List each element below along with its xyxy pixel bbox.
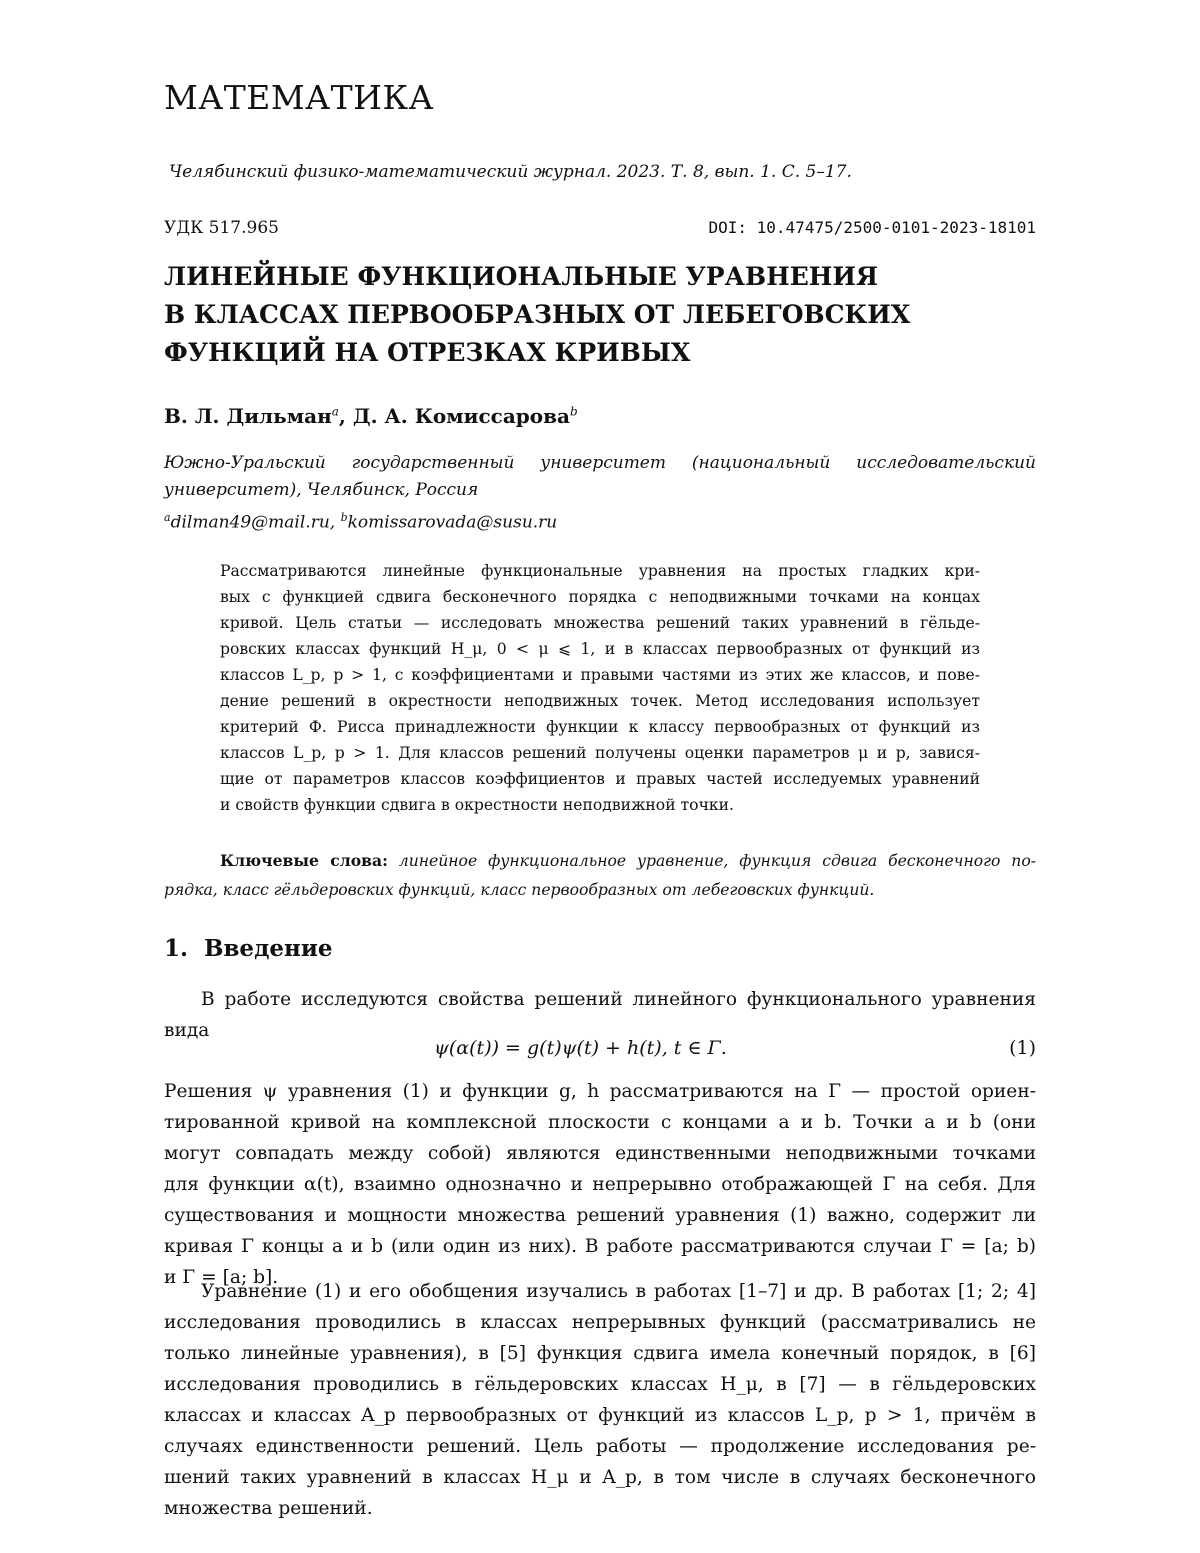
paragraph-line: кривая Γ концы a и b (или один из них). В работе рассматриваются случаи Γ = [a; b) (164, 1236, 1036, 1257)
author-name: В. Л. Дильман (164, 404, 332, 428)
keywords-line (164, 846, 1036, 876)
keywords-label: Ключевые слова: (220, 851, 388, 870)
affiliation (164, 450, 1036, 537)
udk-code: УДК 517.965 (164, 218, 279, 238)
paragraph (164, 1276, 1036, 1524)
email-link[interactable]: dilman49@mail.ru (170, 512, 330, 533)
abstract-line: критерий Ф. Рисса принадлежности функции к классу первообразных от функций из (220, 718, 980, 736)
email-mark: a (164, 511, 171, 524)
keywords-line: рядка, класс гёльдеровских функций, класс первообразных от лебеговских функций. (164, 881, 875, 899)
title-line: ФУНКЦИЙ НА ОТРЕЗКАХ КРИВЫХ (164, 338, 691, 367)
paragraph (164, 1076, 1036, 1293)
paragraph-line: только линейные уравнения), в [5] функция сдвига имела конечный порядок, в [6] (164, 1343, 1036, 1364)
equation-number: (1) (1009, 1037, 1036, 1059)
paragraph-line: для функции α(t), взаимно однозначно и непрерывно отображающей Γ на себя. Для (164, 1174, 1036, 1195)
abstract-line: дение решений в окрестности неподвижных точек. Метод исследования использует (220, 692, 980, 710)
abstract-line: кривой. Цель статьи — исследовать множества решений таких уравнений в гёльде- (220, 614, 980, 632)
paragraph-line: существования и мощности множества решений уравнения (1) важно, содержит ли (164, 1205, 1036, 1226)
journal-citation: Челябинский физико-математический журнал. 2023. Т. 8, вып. 1. С. 5–17. (169, 162, 852, 182)
section-header: МАТЕМАТИКА (164, 78, 434, 117)
section-number: 1. (164, 935, 189, 962)
paragraph-line: исследования проводились в классах непрерывных функций (рассматривались не (164, 1312, 1036, 1333)
abstract (220, 558, 980, 818)
author-name: Д. А. Комиссарова (352, 404, 570, 428)
paragraph-line: Уравнение (1) и его обобщения изучались в работах [1–7] и др. В работах [1; 2; 4] (201, 1281, 1036, 1302)
paragraph-line: вида (164, 1020, 210, 1041)
paragraph-line: множества решений. (164, 1498, 373, 1519)
paragraph-line: исследования проводились в гёльдеровских классах H_μ, в [7] — в гёльдеровских (164, 1374, 1036, 1395)
abstract-line: классов L_p, p > 1, с коэффициентами и правыми частями из этих же классов, и пове- (220, 666, 980, 684)
title-line: ЛИНЕЙНЫЕ ФУНКЦИОНАЛЬНЫЕ УРАВНЕНИЯ (164, 262, 879, 291)
keywords (164, 846, 1036, 905)
affiliation-line: университет), Челябинск, Россия (164, 480, 479, 500)
abstract-line: ровских классах функций H_μ, 0 < μ ⩽ 1, и в классах первообразных от функций из (220, 640, 980, 658)
paragraph-line: тированной кривой на комплексной плоскости с концами a и b. Точки a и b (они (164, 1112, 1036, 1133)
authors (164, 404, 578, 428)
affiliation-line: Южно-Уральский государственный университет (национальный исследовательский (164, 453, 1036, 473)
article-title (164, 258, 1036, 372)
email-link[interactable]: komissarovada@susu.ru (347, 512, 558, 533)
equation-formula: ψ(α(t)) = g(t)ψ(t) + h(t), t ∈ Γ. (434, 1037, 727, 1059)
equation (164, 1037, 1036, 1069)
paragraph-line: и Γ = [a; b]. (164, 1267, 279, 1288)
title-line: В КЛАССАХ ПЕРВООБРАЗНЫХ ОТ ЛЕБЕГОВСКИХ (164, 300, 911, 329)
abstract-line: и свойств функции сдвига в окрестности неподвижной точки. (220, 796, 734, 814)
author-mark: b (569, 404, 578, 419)
paragraph-line: классах и классах A_p первообразных от функций из классов L_p, p > 1, причём в (164, 1405, 1036, 1426)
paragraph-line: В работе исследуются свойства решений линейного функционального уравнения (201, 989, 1036, 1010)
section-heading (164, 935, 333, 962)
keywords-text: линейное функциональное уравнение, функция сдвига бесконечного по- (398, 852, 1036, 870)
author-mark: a (331, 404, 339, 419)
paragraph-line: могут совпадать между собой) являются единственными неподвижными точками (164, 1143, 1036, 1164)
abstract-line: Рассматриваются линейные функциональные уравнения на простых гладких кри- (220, 562, 980, 580)
paragraph-line: Решения ψ уравнения (1) и функции g, h рассматриваются на Γ — простой ориен- (164, 1081, 1036, 1102)
paragraph-line: шений таких уравнений в классах H_μ и A_p, в том числе в случаях бесконечного (164, 1467, 1036, 1488)
email-mark: b (340, 511, 348, 524)
abstract-line: классов L_p, p > 1. Для классов решений получены оценки параметров μ и p, завися- (220, 744, 980, 762)
doi[interactable]: DOI: 10.47475/2500-0101-2023-18101 (708, 218, 1036, 237)
paragraph-line: случаях единственности решений. Цель работы — продолжение исследования ре- (164, 1436, 1036, 1457)
section-title: Введение (204, 935, 333, 962)
emails: $^a$dilman49@mail.ru, $^b$komissarovada@susu.ru (164, 511, 558, 533)
abstract-line: вых с функцией сдвига бесконечного порядка с неподвижными точками на концах (220, 588, 980, 606)
author-separator: , (338, 404, 353, 428)
abstract-line: щие от параметров классов коэффициентов и правых частей исследуемых уравнений (220, 770, 980, 788)
